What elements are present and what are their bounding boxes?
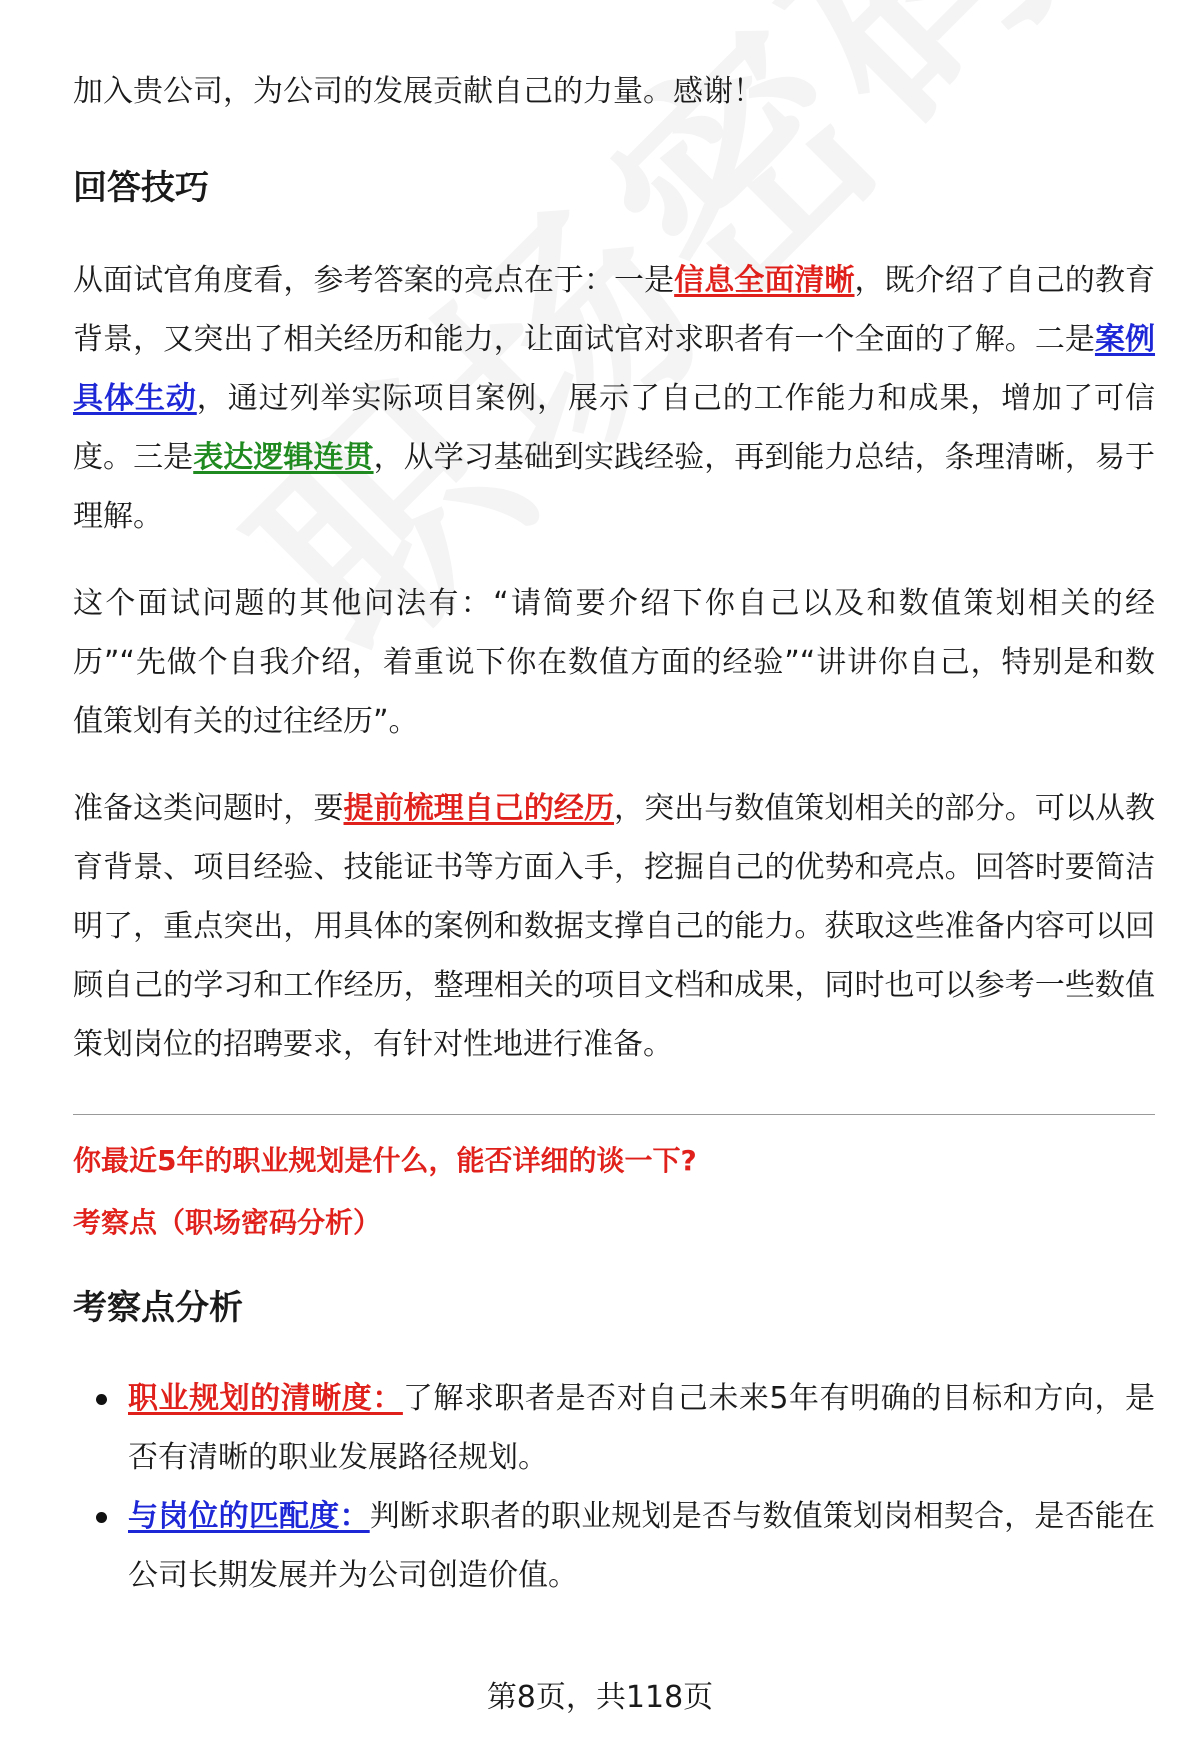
tips-paragraph-2: 这个面试问题的其他问法有：“请简要介绍下你自己以及和数值策划相关的经历”“先做个自我介绍，着重说下你在数值方面的经验”“讲讲你自己，特别是和数值策划有关的过往经历”。 bbox=[73, 586, 1155, 739]
highlight-review-experience: 提前梳理自己的经历 bbox=[343, 791, 615, 826]
bullet-icon bbox=[96, 1512, 107, 1523]
text: ，从学习基础到实践经验，再到能力总结，条理清晰，易于理解。 bbox=[73, 440, 1156, 534]
item-label: 与岗位的匹配度： bbox=[128, 1499, 370, 1534]
analysis-heading: 考察点分析 bbox=[73, 1288, 243, 1328]
list-item bbox=[73, 1487, 1155, 1605]
question-subtitle: 考察点（职场密码分析） bbox=[73, 1206, 382, 1239]
page-content bbox=[73, 62, 1155, 1605]
list-item bbox=[73, 1369, 1155, 1487]
text: ，既介绍了自己的教育背景，又突出了相关经历和能力，让面试官对求职者有一个全面的了解。二是 bbox=[73, 263, 1156, 357]
page-number: 第8页，共118页 bbox=[486, 1680, 714, 1715]
highlight-info-clear: 信息全面清晰 bbox=[674, 263, 855, 298]
tips-paragraph-1 bbox=[73, 251, 1155, 546]
highlight-case-vivid: 案例具体生动 bbox=[73, 322, 1156, 416]
item-text: 判断求职者的职业规划是否与数值策划岗相契合，是否能在公司长期发展并为公司创造价值。 bbox=[128, 1499, 1156, 1593]
highlight-logic-coherent: 表达逻辑连贯 bbox=[193, 440, 374, 475]
bullet-icon bbox=[96, 1394, 107, 1405]
analysis-list bbox=[73, 1369, 1155, 1605]
question-title: 你最近5年的职业规划是什么，能否详细的谈一下? bbox=[73, 1144, 697, 1177]
item-text: 了解求职者是否对自己未来5年有明确的目标和方向，是否有清晰的职业发展路径规划。 bbox=[128, 1381, 1155, 1475]
intro-tail: 加入贵公司，为公司的发展贡献自己的力量。感谢！ bbox=[73, 74, 763, 109]
item-label: 职业规划的清晰度： bbox=[128, 1381, 403, 1416]
tips-heading: 回答技巧 bbox=[73, 168, 209, 208]
text: ，突出与数值策划相关的部分。可以从教育背景、项目经验、技能证书等方面入手，挖掘自己的优势和亮点。回答时要简洁明了，重点突出，用具体的案例和数据支撑自己的能力。获取这些准备内容可以回顾自己的学习和工作经历，整理相关的项目文档和成果，同时也可以参考一些数值策划岗位的招聘要求，有针对性地进行准备。 bbox=[73, 791, 1156, 1062]
text: 从面试官角度看，参考答案的亮点在于：一是 bbox=[73, 263, 675, 298]
text: ，通过列举实际项目案例，展示了自己的工作能力和成果，增加了可信度。三是 bbox=[73, 381, 1155, 475]
text: 准备这类问题时，要 bbox=[73, 791, 344, 826]
tips-paragraph-3 bbox=[73, 779, 1155, 1074]
